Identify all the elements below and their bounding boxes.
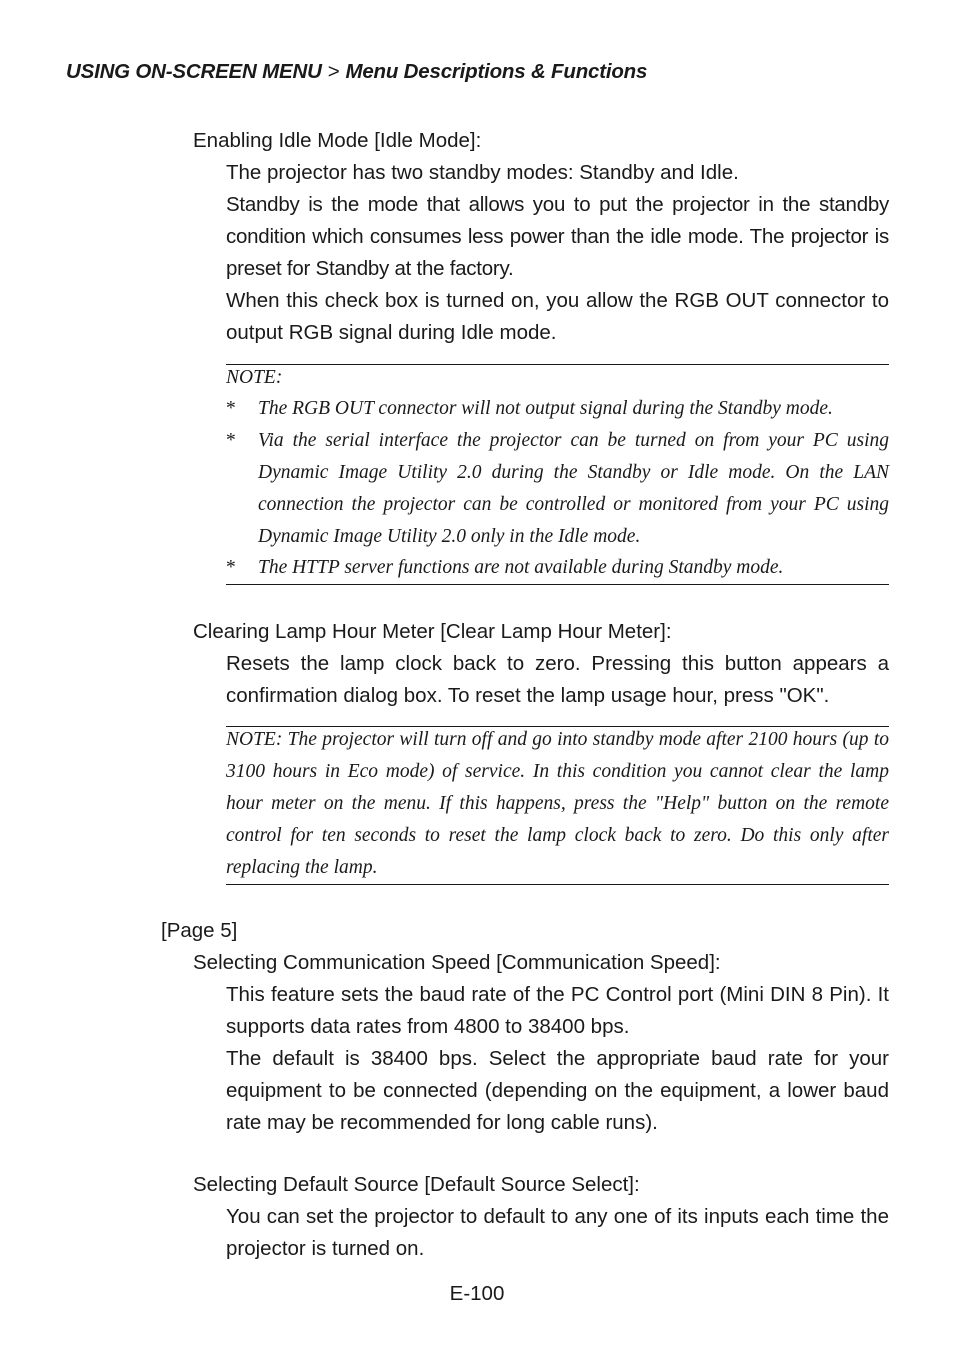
idle-mode-paragraph: When this check box is turned on, you allow the RGB OUT connector to output RGB signal during Idle mode. — [226, 289, 889, 344]
idle-note-item — [226, 552, 889, 584]
header-section: USING ON-SCREEN MENU — [66, 60, 322, 83]
note-top-rule — [226, 364, 889, 365]
comm-speed-paragraph: This feature sets the baud rate of the PC Control port (Mini DIN 8 Pin). It supports data rates from 4800 to 38400 bps. — [226, 983, 889, 1038]
idle-note-text: Via the serial interface the projector can be turned on from your PC using Dynamic Image Utility 2.0 during the Standby or Idle mode. On the LAN connection the projector can be controlled or monitored from your PC using Dynamic Image Utility 2.0 only in the Idle mode. — [258, 430, 889, 547]
page-reference: [Page 5] — [161, 919, 238, 942]
header-separator: > — [327, 60, 340, 83]
note-bullet: * — [226, 430, 236, 451]
comm-speed-body — [226, 979, 889, 1139]
idle-mode-body — [226, 157, 889, 349]
note-bottom-rule — [226, 884, 889, 885]
default-source-heading: Selecting Default Source [Default Source Select]: — [193, 1173, 640, 1196]
lamp-heading: Clearing Lamp Hour Meter [Clear Lamp Hour Meter]: — [193, 620, 672, 643]
default-source-paragraph: You can set the projector to default to any one of its inputs each time the projector is turned on. — [226, 1205, 889, 1260]
running-header — [66, 60, 647, 84]
idle-mode-paragraph: Standby is the mode that allows you to put the projector in the standby condition which consumes less power than the idle mode. The projector is preset for Standby at the factory. — [226, 193, 889, 280]
idle-note-item — [226, 393, 889, 425]
header-subsection: Menu Descriptions & Functions — [345, 60, 648, 83]
note-bottom-rule — [226, 584, 889, 585]
lamp-paragraph: Resets the lamp clock back to zero. Pressing this button appears a confirmation dialog box. To reset the lamp usage hour, press "OK". — [226, 652, 889, 707]
lamp-note: NOTE: The projector will turn off and go into standby mode after 2100 hours (up to 3100 hours in Eco mode) of service. In this condition you cannot clear the lamp hour meter on the menu. If this happens, press the "Help" button on the remote control for ten seconds to reset the lamp clock back to zero. Do this only after replacing the lamp. — [226, 729, 889, 878]
idle-note-label: NOTE: — [226, 367, 283, 388]
idle-note-item — [226, 425, 889, 553]
note-bullet: * — [226, 398, 236, 419]
comm-speed-heading: Selecting Communication Speed [Communication Speed]: — [193, 951, 721, 974]
page-number: E-100 — [449, 1282, 505, 1305]
idle-mode-paragraph: The projector has two standby modes: Standby and Idle. — [226, 161, 739, 184]
idle-note-text: The RGB OUT connector will not output signal during the Standby mode. — [258, 398, 833, 419]
comm-speed-paragraph: The default is 38400 bps. Select the appropriate baud rate for your equipment to be connected (depending on the equipment, a lower baud rate may be recommended for long cable runs). — [226, 1047, 889, 1134]
idle-note-text: The HTTP server functions are not available during Standby mode. — [258, 557, 784, 578]
note-bullet: * — [226, 557, 236, 578]
idle-mode-heading: Enabling Idle Mode [Idle Mode]: — [193, 129, 482, 152]
